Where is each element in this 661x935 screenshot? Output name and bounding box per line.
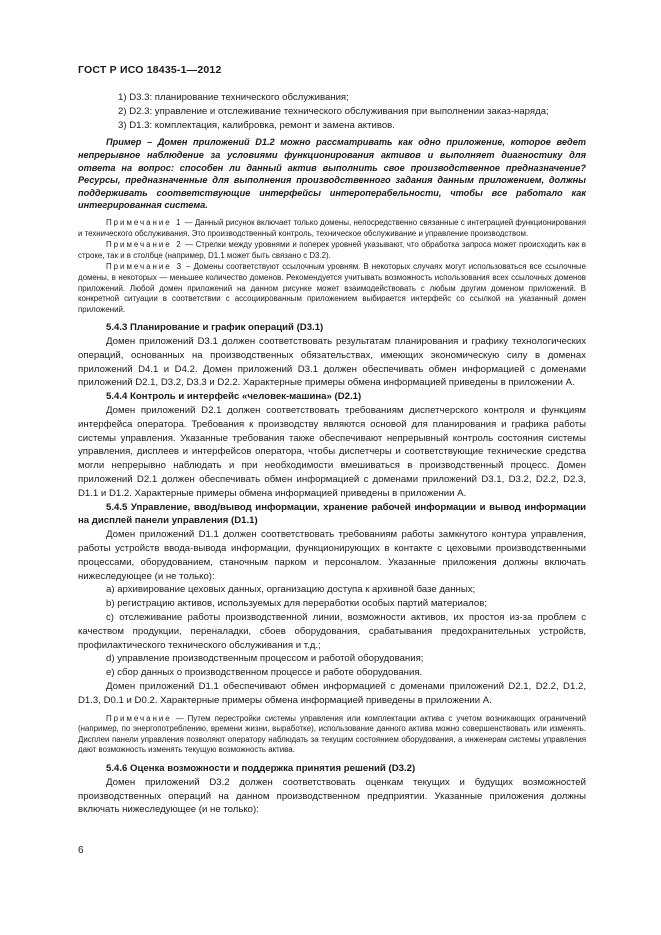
list-item: 3) D1.3: комплектация, калибровка, ремонт и замена активов. (118, 119, 395, 131)
note-2 (78, 240, 586, 261)
section-heading-5-4-4: 5.4.4 Контроль и интерфейс «человек-машина» (D2.1) (106, 391, 362, 403)
note-label: Примечание 3 (106, 262, 184, 272)
list-item: 1) D3.3: планирование технического обслуживания; (118, 92, 349, 103)
example-paragraph: Пример – Домен приложений D1.2 можно рассматривать как одно приложение, которое ведет непрерывное наблюдение за условиями функционирования активов и выполняет диагностику для ответа на вопрос: способен ли данный актив выполнить свое производственное предназначение? Ресурсы, предназначенные для выполнения производственного задания данным приложением, должны поддерживать соответствующие интерфейсы интероперабельности, чтобы все работало как интегрированная система. (78, 137, 586, 211)
note-label: Примечание (106, 713, 172, 723)
note-3 (78, 262, 586, 315)
note-5-4-5 (78, 714, 586, 756)
section-text-5-4-3: Домен приложений D3.1 должен соответствовать результатам планирования и графику технологических операций, основанных на производственных обязательствах, имеющих экономическую силу в доменах приложений D4.1 и D4.2. Домен приложений D3.1 должен обеспечивать обмен информацией с доменами приложений D2.1, D3.2, D3.3 и D2.2. Характерные примеры обмена информацией приведены в приложении А. (78, 336, 586, 389)
list-item: d) управление производственным процессом и работой оборудования; (106, 653, 424, 665)
page-content (78, 91, 586, 817)
list-item: e) сбор данных о производственном процессе и работе оборудования. (106, 667, 423, 679)
note-text: — Путем перестройки системы управления или комплектации актива с учетом возникающих ограничений (например, по энергопотреблению, времени жизни, выработке), использование данного актива можно совершенствовать или изменять. Дисплеи панели управления позволяют оператору наблюдать за текущим состоянием оборудования, а инженерам системы управления дают возможность изменять текущую возможность актива. (78, 713, 586, 755)
note-text: — Стрелки между уровнями и поперек уровней указывают, что обработка запроса может происходить как в строке, так и в столбце (например, D1.1 может быть связано с D3.2). (78, 240, 586, 260)
section-text-5-4-6: Домен приложений D3.2 должен соответствовать оценкам текущих и будущих возможностей производственных операций на данном производственном предприятии. Указанные приложения должны включать нижеследующее (и не только): (78, 776, 586, 816)
page-number: 6 (78, 845, 84, 856)
list-item: b) регистрацию активов, используемых для переработки особых партий материалов; (106, 598, 487, 610)
note-1 (78, 218, 586, 239)
note-label: Примечание 2 (106, 240, 183, 250)
section-text-5-4-5: Домен приложений D1.1 должен соответствовать требованиям работы замкнутого контура управления, работы устройств ввода-вывода информации, функционирующих в контакте с цеховыми производственными процессами, оборудованием, станочным парком и персоналом. Указанные приложения должны включать нижеследующее (и не только): (78, 529, 586, 582)
note-text: — Данный рисунок включает только домены, непосредственно связанные с интеграцией функционирования и технического обслуживания. Это производственный контроль, техническое обслуживание и управление производством. (78, 217, 586, 238)
list-item: 2) D2.3: управление и отслеживание технического обслуживания при выполнении заказ-наряда; (118, 105, 549, 117)
list-item: a) архивирование цеховых данных, организацию доступа к архивной базе данных; (106, 584, 476, 596)
section-text-5-4-5-after: Домен приложений D1.1 обеспечивают обмен информацией с доменами приложений D2.1, D2.2, D1.2, D1.3, D0.1 и D0.2. Характерные примеры обмена информацией приведены в приложении А. (78, 681, 586, 706)
list-item: c) отслеживание работы производственной линии, возможности активов, их простоя из-за проблем с качеством продукции, переналадки, сбоев оборудования, срабатывания предохранительных устройств, профилактического технического обслуживания и т.д.; (78, 612, 586, 651)
section-text-5-4-4: Домен приложений D2.1 должен соответствовать требованиям диспетчерского контроля и функциям интерфейса оператора. Требования к производству являются основой для планирования и графика работы системы управления. Указанные требования также обеспечивают непрерывный контроль состояния системы управления, дисплеев и интерфейсов оператора, чтобы диспетчеры и соответствующие технические средства могли непрерывно наблюдать и при необходимости вмешиваться в производственный процесс. Домен приложений D2.1 должен обеспечивать обмен информацией с доменами приложений D3.1, D3.2, D2.2, D2.3, D1.1 и D1.2. Характерные примеры обмена информацией приведены в приложении А. (78, 405, 586, 499)
section-heading-5-4-3: 5.4.3 Планирование и график операций (D3.1) (106, 322, 324, 334)
running-header: ГОСТ Р ИСО 18435-1—2012 (78, 64, 222, 76)
section-heading-5-4-6: 5.4.6 Оценка возможности и поддержка принятия решений (D3.2) (106, 762, 416, 774)
note-text: – Домены соответствуют ссылочным уровням. В некоторых случаях могут использоваться все ссылочные домены, в некоторых — меньшее количество доменов. Рекомендуется учитывать возможность использования всех ссылочных доменов приложений. Любой домен приложений на данном рисунке может взаимодействовать с любым другим доменом приложений. В конкретной ситуации в соответствии с ассоциированным приложением выбирается интерфейс со ссылкой на указанный домен приложений. (78, 262, 586, 314)
section-heading-5-4-5: 5.4.5 Управление, ввод/вывод информации, хранение рабочей информации и вывод информации на дисплей панели управления (D1.1) (78, 501, 586, 527)
note-label: Примечание 1 (106, 217, 183, 227)
